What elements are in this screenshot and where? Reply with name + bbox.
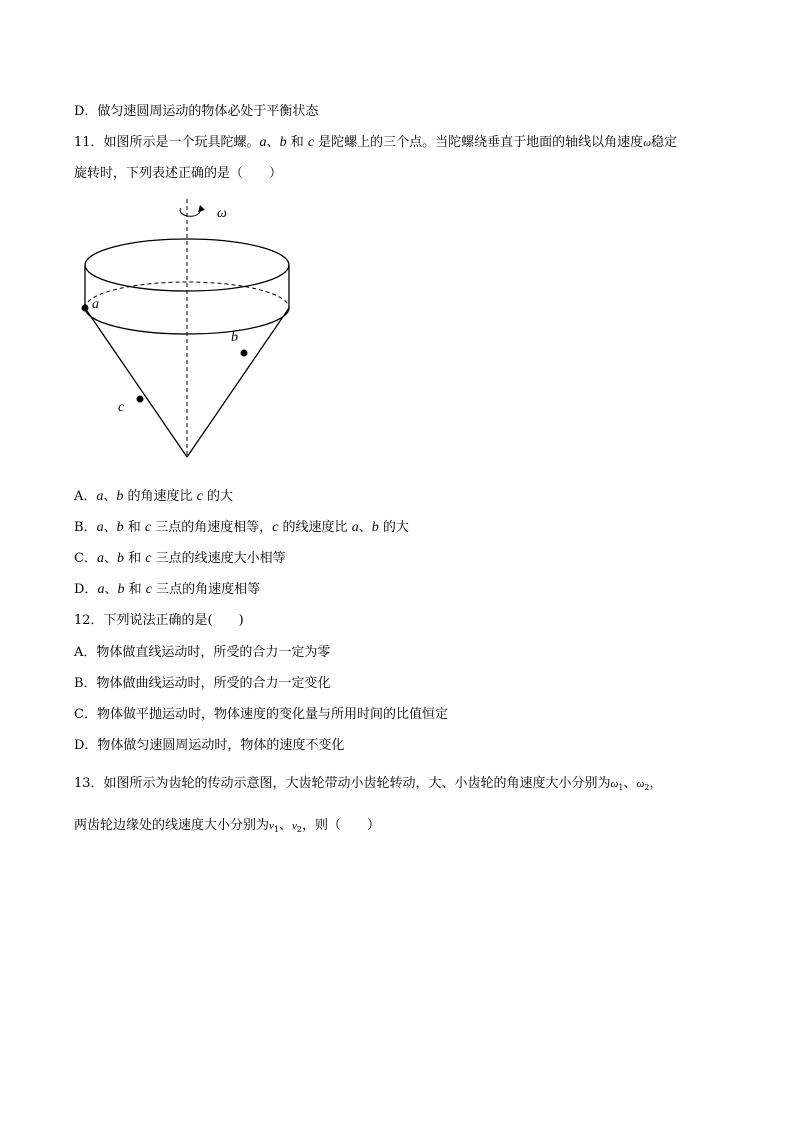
q11-and: 和 — [286, 135, 308, 150]
option-prefix: D． — [74, 582, 98, 597]
q13-v-sub2: 2 — [296, 825, 302, 834]
q13-comma: ， — [649, 776, 663, 791]
var-c: c — [145, 582, 152, 597]
and: 和 — [123, 551, 146, 566]
q13-stem-text: 13．如图所示为齿轮的传动示意图，大齿轮带动小齿轮转动，大、小齿轮的角速度大小分别为 — [74, 776, 611, 791]
q11-option-a — [74, 487, 233, 507]
q12-option-c — [74, 705, 448, 725]
q12-option-d — [74, 736, 344, 756]
var-c: c — [145, 551, 152, 566]
var-a: a — [96, 551, 104, 566]
q13-v1: v — [269, 820, 274, 832]
var-c: c — [196, 489, 203, 504]
q12-stem-text: 12．下列说法正确的是( ) — [74, 613, 244, 628]
spinning-top-figure — [70, 195, 310, 465]
q11-var-b: b — [279, 135, 287, 150]
option-text-end: 的大 — [378, 520, 409, 535]
q13-sub2: 2 — [644, 783, 650, 792]
q12-option-b-text: B．物体做曲线运动时，所受的合力一定变化 — [74, 676, 331, 691]
q13-v2: v — [292, 820, 297, 832]
point-a — [82, 305, 89, 312]
point-b — [241, 350, 248, 357]
q13-stem-line1 — [74, 774, 662, 798]
q11-omega: ω — [643, 137, 651, 149]
var-c: c — [272, 520, 279, 535]
q13-stem-line2-text: 两齿轮边缘处的线速度大小分别为 — [74, 818, 270, 833]
q11-stem-text: 11．如图所示是一个玩具陀螺。 — [74, 135, 260, 150]
figure-label-a: a — [92, 297, 99, 312]
q13-sub1: 1 — [618, 783, 624, 792]
q13-omega2: ω — [636, 778, 645, 790]
q10-option-d — [74, 102, 318, 122]
q10-option-d-text: D．做匀速圆周运动的物体必处于平衡状态 — [74, 104, 319, 119]
option-text-end: 的大 — [202, 489, 234, 504]
sep: 、 — [103, 520, 117, 535]
option-text: 三点的角速度相等， — [151, 520, 273, 535]
q12-stem — [74, 611, 244, 631]
var-a: a — [96, 520, 104, 535]
var-b: b — [116, 551, 124, 566]
var-b: b — [116, 489, 124, 504]
option-text-end: 三点的角速度相等 — [151, 582, 261, 597]
rotation-arrow-icon — [180, 208, 200, 216]
sep: 、 — [358, 520, 372, 535]
option-text: 的线速度比 — [278, 520, 352, 535]
q12-option-a — [74, 643, 330, 663]
sep: 、 — [104, 582, 118, 597]
option-text-end: 三点的线速度大小相等 — [151, 551, 286, 566]
q12-option-c-text: C．物体做平抛运动时，物体速度的变化量与所用时间的比值恒定 — [74, 707, 448, 722]
rotation-arrowhead-icon — [198, 205, 205, 212]
q11-stem-line2-text: 旋转时，下列表述正确的是（ ） — [74, 166, 283, 181]
sep: 、 — [103, 489, 117, 504]
figure-label-b: b — [231, 330, 238, 345]
option-prefix: B． — [74, 520, 97, 535]
var-a: a — [96, 489, 104, 504]
var-a: a — [351, 520, 359, 535]
q11-option-c — [74, 549, 286, 569]
q13-omega1: ω — [610, 778, 619, 790]
q13-sep2: 、 — [279, 818, 293, 833]
var-b: b — [116, 520, 124, 535]
q13-sep: 、 — [623, 776, 637, 791]
and: 和 — [123, 520, 145, 535]
option-text: 的角速度比 — [123, 489, 197, 504]
point-c — [137, 396, 144, 403]
q13-v-sub1: 1 — [273, 825, 279, 834]
var-b: b — [371, 520, 379, 535]
q11-stem-end: 稳定 — [650, 135, 677, 150]
q11-stem-line2 — [74, 164, 282, 184]
option-prefix: C． — [74, 551, 97, 566]
q11-option-b — [74, 518, 409, 538]
q11-stem-mid: 是陀螺上的三个点。当陀螺绕垂直于地面的轴线以角速度 — [314, 135, 644, 150]
q13-stem-line2 — [74, 816, 380, 840]
q12-option-a-text: A．物体做直线运动时，所受的合力一定为零 — [74, 645, 331, 660]
figure-omega-label: ω — [217, 206, 227, 221]
q11-var-c: c — [307, 135, 315, 150]
q11-var-a: a — [259, 135, 267, 150]
q11-sep: 、 — [266, 135, 280, 150]
var-a: a — [97, 582, 105, 597]
sep: 、 — [103, 551, 117, 566]
q13-stem-end: ，则（ ） — [302, 818, 381, 833]
var-c: c — [144, 520, 152, 535]
var-b: b — [117, 582, 125, 597]
q11-stem-line1 — [74, 133, 677, 153]
option-prefix: A． — [74, 489, 97, 504]
q12-option-d-text: D．物体做匀速圆周运动时，物体的速度不变化 — [74, 738, 345, 753]
q12-option-b — [74, 674, 331, 694]
figure-label-c: c — [118, 400, 125, 415]
and: 和 — [124, 582, 146, 597]
q11-option-d — [74, 580, 260, 600]
